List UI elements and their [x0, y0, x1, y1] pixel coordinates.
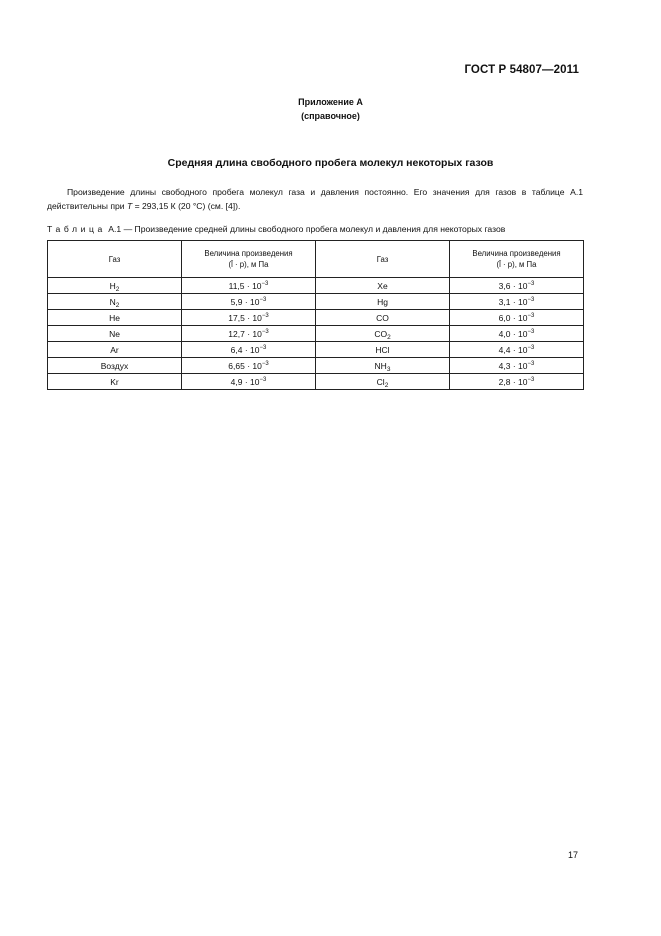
- header-value-left: [182, 241, 316, 278]
- value-cell: $11,5 \cdot 10^{-3}$: [182, 278, 316, 294]
- value-cell: $4,9 \cdot 10^{-3}$: [182, 374, 316, 390]
- table-row: [48, 342, 584, 358]
- value-cell: $4,3 \cdot 10^{-3}$: [450, 358, 584, 374]
- header-gas-right: Газ: [316, 241, 450, 278]
- paragraph-text-start: Произведение длины свободного пробега молекул газа и давления постоянно. Его значения для газов в таблице А.1 действительны при: [47, 187, 583, 211]
- value-cell: $6,4 \cdot 10^{-3}$: [182, 342, 316, 358]
- value-cell: $6,0 \cdot 10^{-3}$: [450, 310, 584, 326]
- value-cell: $5,9 \cdot 10^{-3}$: [182, 294, 316, 310]
- gas-cell: $Cl_2$: [316, 374, 450, 390]
- table-caption: [47, 224, 505, 234]
- header-gas-left: Газ: [48, 241, 182, 278]
- temperature-symbol: T: [126, 201, 133, 211]
- gas-cell: $NH_3$: [316, 358, 450, 374]
- table-row: [48, 358, 584, 374]
- value-cell: $2,8 \cdot 10^{-3}$: [450, 374, 584, 390]
- page-number: 17: [567, 850, 578, 860]
- value-cell: $3,6 \cdot 10^{-3}$: [450, 278, 584, 294]
- gas-cell: Воздух: [48, 358, 182, 374]
- header-value-right: [450, 241, 584, 278]
- value-cell: $6,65 \cdot 10^{-3}$: [182, 358, 316, 374]
- value-cell: $12,7 \cdot 10^{-3}$: [182, 326, 316, 342]
- table-caption-prefix: Таблица: [47, 224, 106, 234]
- value-cell: $17,5 \cdot 10^{-3}$: [182, 310, 316, 326]
- value-cell: $3,1 \cdot 10^{-3}$: [450, 294, 584, 310]
- gas-cell: HCl: [316, 342, 450, 358]
- gas-cell: $N_2$: [48, 294, 182, 310]
- appendix-type: (справочное): [301, 111, 360, 121]
- gas-cell: Ar: [48, 342, 182, 358]
- gas-cell: CO: [316, 310, 450, 326]
- gas-cell: $CO_2$: [316, 326, 450, 342]
- table-row: [48, 310, 584, 326]
- appendix-heading: [0, 95, 661, 123]
- gas-cell: He: [48, 310, 182, 326]
- document-standard-number: ГОСТ Р 54807—2011: [464, 64, 579, 76]
- table-header-row: [48, 241, 584, 278]
- gas-cell: Kr: [48, 374, 182, 390]
- gas-data-table: [47, 240, 584, 390]
- header-value-left-line1: Величина произведения: [204, 249, 293, 258]
- table-row: [48, 278, 584, 294]
- gas-cell: Xe: [316, 278, 450, 294]
- header-value-right-line1: Величина произведения: [472, 249, 561, 258]
- gas-cell: Hg: [316, 294, 450, 310]
- gas-cell: Ne: [48, 326, 182, 342]
- gas-cell: $H_2$: [48, 278, 182, 294]
- table-row: [48, 326, 584, 342]
- table-caption-text: А.1 — Произведение средней длины свободного пробега молекул и давления для некоторых газов: [105, 224, 506, 234]
- body-paragraph: [47, 185, 583, 213]
- paragraph-text-end: = 293,15 К (20 °С) (см. [4]).: [132, 201, 241, 211]
- table-row: [48, 294, 584, 310]
- value-cell: $4,0 \cdot 10^{-3}$: [450, 326, 584, 342]
- section-title: Средняя длина свободного пробега молекул некоторых газов: [167, 157, 494, 169]
- header-value-left-line2: (l̄ · p), м Па: [228, 260, 269, 269]
- header-value-right-line2: (l̄ · p), м Па: [496, 260, 537, 269]
- table-row: [48, 374, 584, 390]
- value-cell: $4,4 \cdot 10^{-3}$: [450, 342, 584, 358]
- appendix-label: Приложение А: [298, 97, 363, 107]
